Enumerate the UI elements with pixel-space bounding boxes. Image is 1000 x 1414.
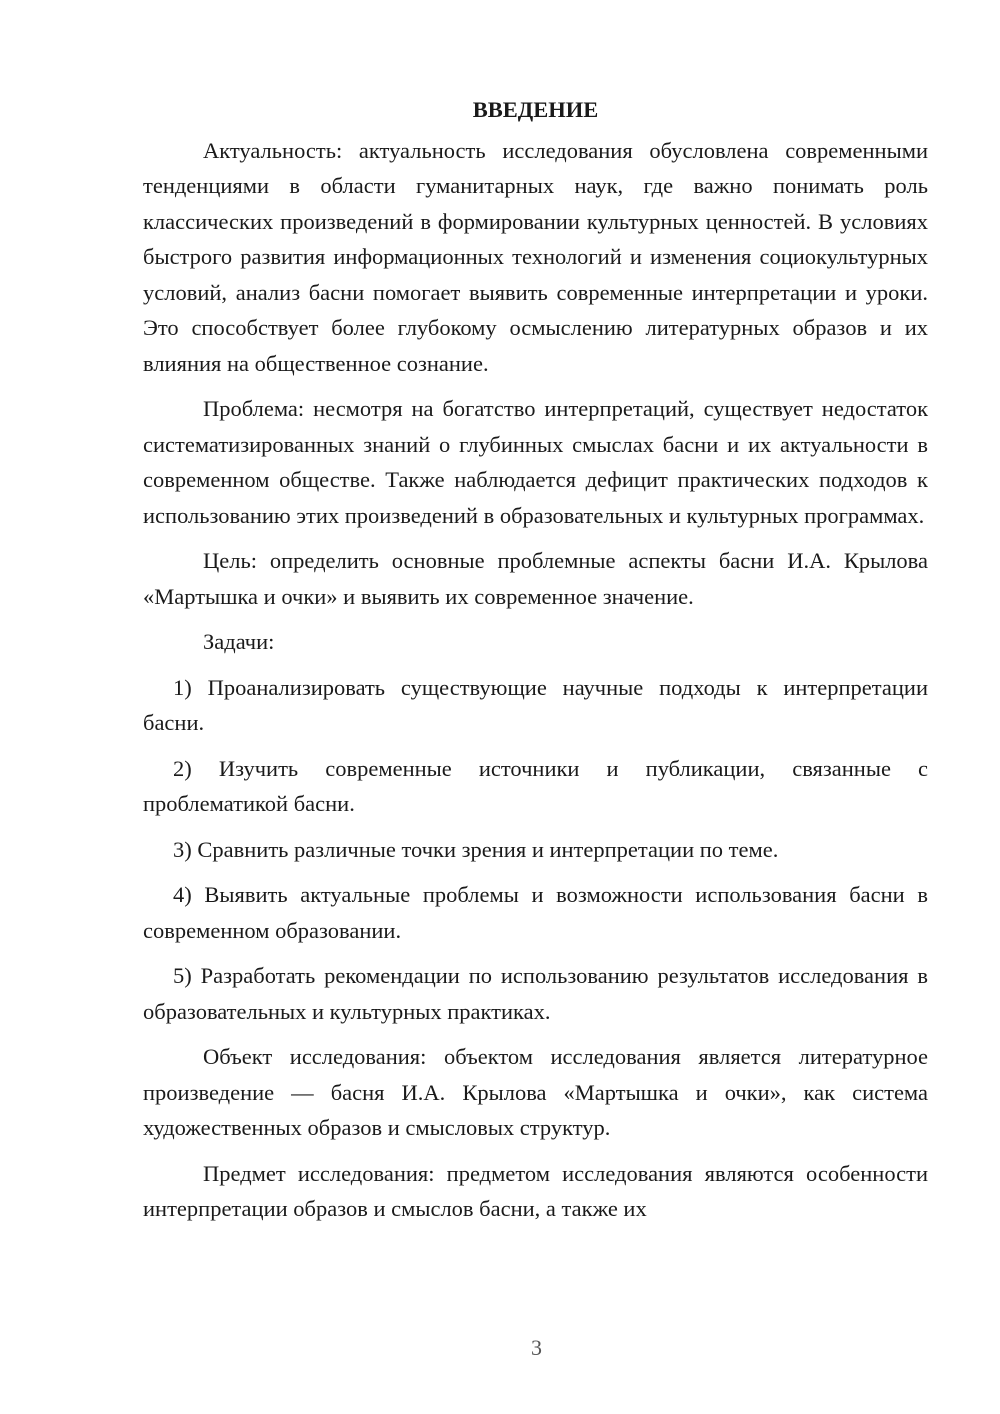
relevance-paragraph: Актуальность: актуальность исследования обусловлена современными тенденциями в области гуманитарных наук, где важно понимать роль классических произведений в формировании культурных ценностей. В условиях быстрого развития информационных технологий и изменения социокультурных условий, анализ басни помогает выявить современные интерпретации и уроки. Это способствует более глубокому осмыслению литературных образов и их влияния на общественное сознание. [143,137,928,376]
page-body [143,92,928,1237]
page-number: 3 [531,1335,542,1360]
tasks-label: Задачи: [203,629,275,654]
goal-paragraph: Цель: определить основные проблемные аспекты басни И.А. Крылова «Мартышка и очки» и выявить их современное значение. [143,548,928,609]
task-item-3: 3) Сравнить различные точки зрения и интерпретации по теме. [173,836,779,862]
task-item-5: 5) Разработать рекомендации по использованию результатов исследования в образовательных и культурных практиках. [143,963,928,1024]
problem-paragraph: Проблема: несмотря на богатство интерпретаций, существует недостаток систематизированных знаний о глубинных смыслах басни и их актуальности в современном обществе. Также наблюдается дефицит практических подходов к использованию этих произведений в образовательных и культурных программах. [143,396,928,528]
subject-paragraph: Предмет исследования: предметом исследования являются особенности интерпретации образов и смыслов басни, а также их [143,1160,928,1221]
task-item-1: 1) Проанализировать существующие научные подходы к интерпретации басни. [143,674,928,735]
task-item-2: 2) Изучить современные источники и публикации, связанные с проблематикой басни. [143,755,928,816]
object-paragraph: Объект исследования: объектом исследования является литературное произведение — басня И.А. Крылова «Мартышка и очки», как система художественных образов и смысловых структур. [143,1044,928,1140]
task-item-4: 4) Выявить актуальные проблемы и возможности использования басни в современном образовании. [143,882,928,943]
section-heading: ВВЕДЕНИЕ [472,97,599,122]
